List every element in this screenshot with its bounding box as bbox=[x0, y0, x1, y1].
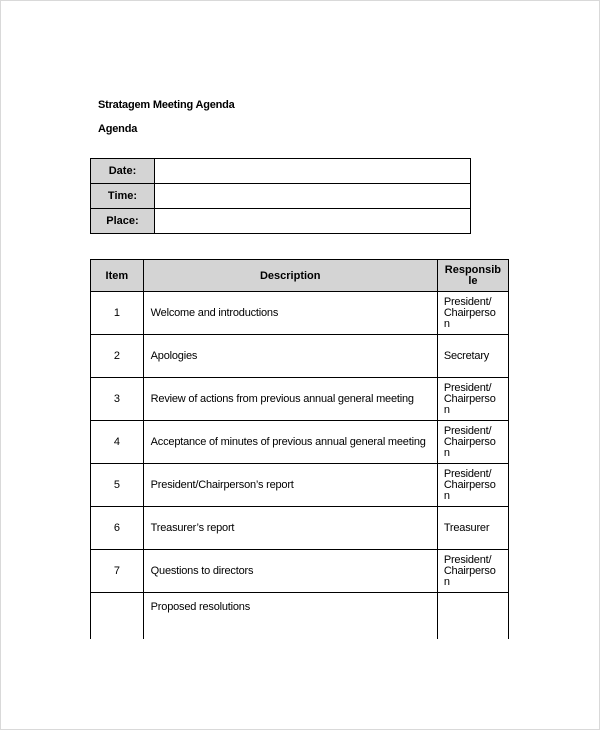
row-responsible: Treasurer bbox=[437, 507, 508, 550]
row-description: President/Chairperson’s report bbox=[143, 464, 437, 507]
resp-line: n bbox=[443, 575, 450, 588]
row-responsible bbox=[437, 550, 508, 593]
resp-line: n bbox=[443, 403, 450, 416]
row-description: Questions to directors bbox=[143, 550, 437, 593]
row-description: Treasurer’s report bbox=[143, 507, 437, 550]
date-value-field[interactable] bbox=[155, 159, 471, 184]
resp-line: Chairperso bbox=[443, 564, 496, 577]
row-item-number: 4 bbox=[91, 421, 144, 464]
resp-line: President/ bbox=[443, 295, 492, 308]
resp-line: Chairperso bbox=[443, 435, 496, 448]
agenda-table bbox=[90, 259, 509, 639]
table-row bbox=[91, 550, 509, 593]
resp-line: President/ bbox=[443, 424, 492, 437]
time-value-field[interactable] bbox=[155, 184, 471, 209]
resp-line: n bbox=[443, 489, 450, 502]
header-responsible bbox=[437, 260, 508, 292]
row-description: Acceptance of minutes of previous annual general meeting bbox=[143, 421, 437, 464]
row-description: Apologies bbox=[143, 335, 437, 378]
row-responsible bbox=[437, 421, 508, 464]
row-description: Welcome and introductions bbox=[143, 292, 437, 335]
document-title: Stratagem Meeting Agenda bbox=[98, 99, 235, 111]
info-row-place bbox=[91, 209, 471, 234]
place-label: Place: bbox=[91, 209, 155, 234]
row-item-number: 5 bbox=[91, 464, 144, 507]
row-responsible bbox=[437, 464, 508, 507]
table-row bbox=[91, 378, 509, 421]
table-row bbox=[91, 464, 509, 507]
table-row bbox=[91, 292, 509, 335]
row-description: Review of actions from previous annual general meeting bbox=[143, 378, 437, 421]
row-item-number: 7 bbox=[91, 550, 144, 593]
resp-line: President/ bbox=[443, 467, 492, 480]
header-description: Description bbox=[143, 260, 437, 292]
document-subtitle: Agenda bbox=[98, 123, 138, 135]
info-row-date bbox=[91, 159, 471, 184]
info-row-time bbox=[91, 184, 471, 209]
header-responsible-line1: Responsib bbox=[444, 263, 502, 276]
row-item-number: 1 bbox=[91, 292, 144, 335]
row-responsible: Secretary bbox=[437, 335, 508, 378]
header-responsible-line2: le bbox=[468, 274, 478, 287]
resp-line: Chairperso bbox=[443, 306, 496, 319]
row-responsible bbox=[437, 292, 508, 335]
row-item-number: 6 bbox=[91, 507, 144, 550]
date-label: Date: bbox=[91, 159, 155, 184]
agenda-header-row bbox=[91, 260, 509, 292]
table-row bbox=[91, 421, 509, 464]
resp-line: n bbox=[443, 446, 450, 459]
row-item-number: 3 bbox=[91, 378, 144, 421]
header-item: Item bbox=[91, 260, 144, 292]
row-responsible bbox=[437, 378, 508, 421]
resp-line: President/ bbox=[443, 553, 492, 566]
resp-line: President/ bbox=[443, 381, 492, 394]
row-responsible bbox=[437, 593, 508, 640]
resp-line: Chairperso bbox=[443, 392, 496, 405]
time-label: Time: bbox=[91, 184, 155, 209]
resp-line: Chairperso bbox=[443, 478, 496, 491]
meeting-info-table bbox=[90, 158, 471, 234]
table-row bbox=[91, 507, 509, 550]
table-row bbox=[91, 335, 509, 378]
place-value-field[interactable] bbox=[155, 209, 471, 234]
resp-line: n bbox=[443, 317, 450, 330]
row-item-number bbox=[91, 593, 144, 640]
row-item-number: 2 bbox=[91, 335, 144, 378]
table-row bbox=[91, 593, 509, 640]
row-description: Proposed resolutions bbox=[143, 593, 437, 640]
